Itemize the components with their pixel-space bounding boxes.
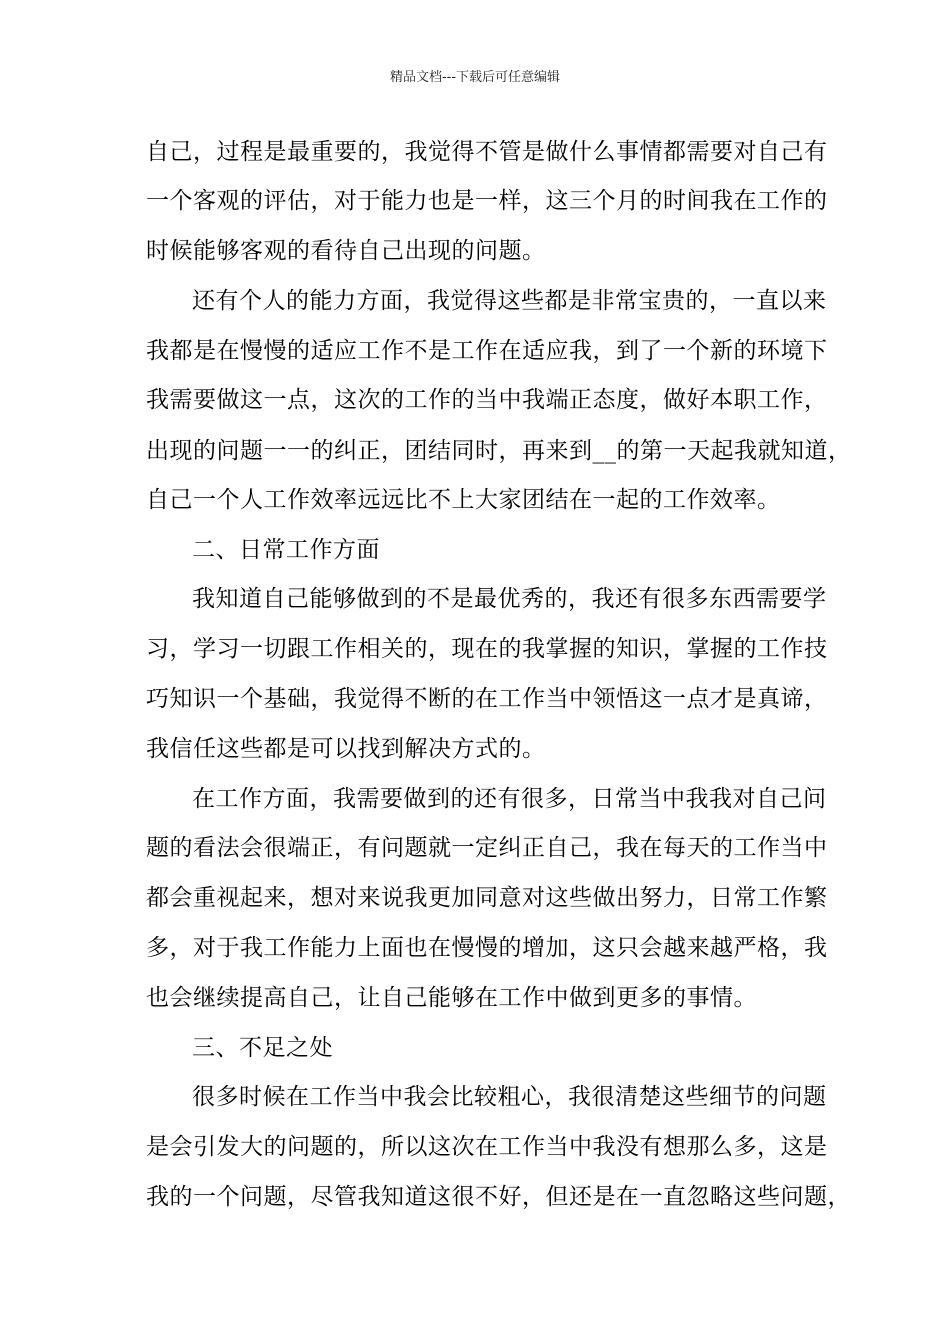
paragraph-first-line: 我知道自己能够做到的不是最优秀的，我还有很多东西需要学 (192, 586, 827, 612)
text-line: 我信任这些都是可以找到解决方式的。 (146, 736, 546, 762)
text-line: 我需要做这一点，这次的工作的当中我端正态度，做好本职工作， (146, 387, 828, 413)
text-line: 我的一个问题，尽管我知道这很不好，但还是在一直忽略这些问题， (146, 1184, 851, 1210)
text-line: 自己一个人工作效率远远比不上大家团结在一起的工作效率。 (146, 487, 781, 513)
section-heading: 二、日常工作方面 (192, 537, 380, 563)
text-line: 是会引发大的问题的，所以这次在工作当中我没有想那么多，这是 (146, 1134, 828, 1160)
paragraph-first-line: 还有个人的能力方面，我觉得这些都是非常宝贵的，一直以来 (192, 288, 827, 314)
text-line: 时候能够客观的看待自己出现的问题。 (146, 238, 546, 264)
text-line: 也会继续提高自己，让自己能够在工作中做到更多的事情。 (146, 985, 757, 1011)
text-line: 自己，过程是最重要的，我觉得不管是做什么事情都需要对自己有 (146, 139, 828, 165)
text-line: 我都是在慢慢的适应工作不是工作在适应我，到了一个新的环境下 (146, 338, 828, 364)
text-line: 题的看法会很端正，有问题就一定纠正自己，我在每天的工作当中 (146, 835, 828, 861)
text-line: 多，对于我工作能力上面也在慢慢的增加，这只会越来越严格，我 (146, 935, 828, 961)
text-line: 出现的问题一一的纠正，团结同时，再来到__的第一天起我就知道， (146, 438, 852, 464)
text-line: 一个客观的评估，对于能力也是一样，这三个月的时间我在工作的 (146, 188, 828, 214)
text-line: 习，学习一切跟工作相关的，现在的我掌握的知识，掌握的工作技 (146, 636, 828, 662)
text-line: 巧知识一个基础，我觉得不断的在工作当中领悟这一点才是真谛， (146, 686, 828, 712)
page-header: 精品文档---下载后可任意编辑 (389, 70, 561, 85)
section-heading: 三、不足之处 (192, 1035, 333, 1061)
text-line: 都会重视起来，想对来说我更加同意对这些做出努力，日常工作繁 (146, 885, 828, 911)
paragraph-first-line: 在工作方面，我需要做到的还有很多，日常当中我我对自己问 (192, 786, 827, 812)
paragraph-first-line: 很多时候在工作当中我会比较粗心，我很清楚这些细节的问题 (192, 1084, 827, 1110)
